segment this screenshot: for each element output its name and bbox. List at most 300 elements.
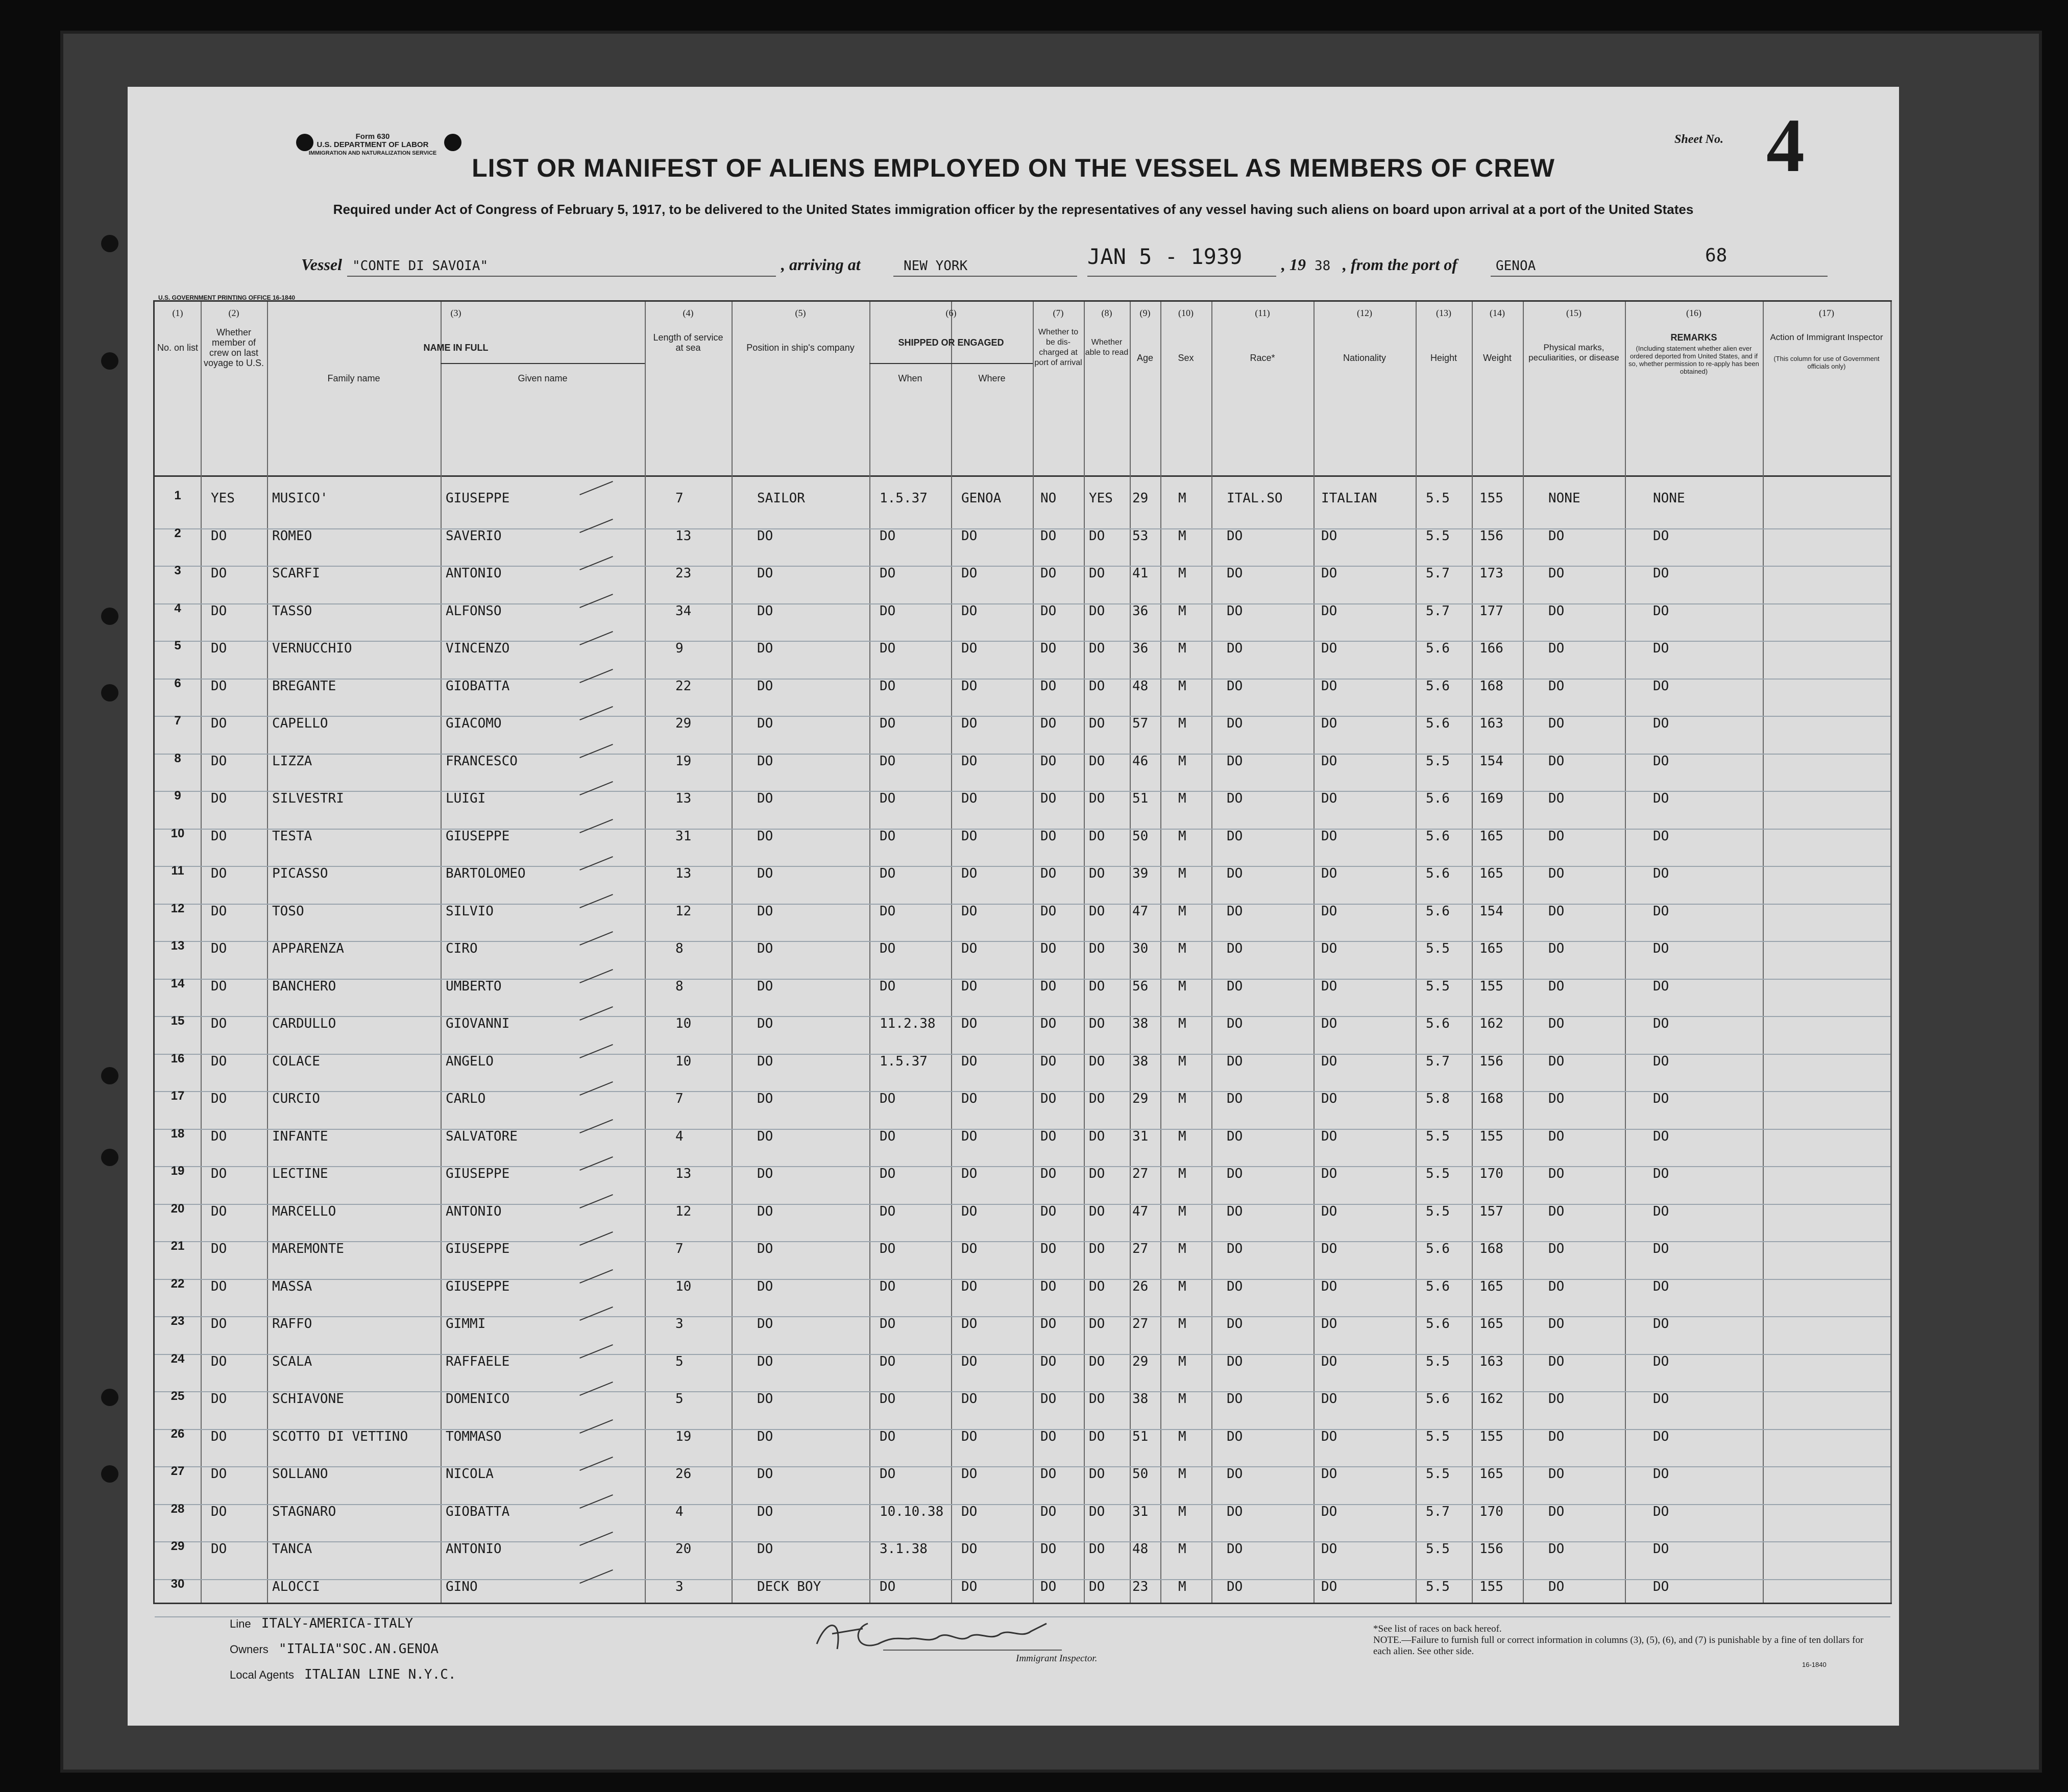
- cell-length: 8: [675, 941, 684, 956]
- cell-height: 5.6: [1426, 791, 1450, 806]
- cell-given-name: CARLO: [446, 1091, 486, 1106]
- cell-remarks: DO: [1653, 903, 1669, 919]
- row-number: 24: [171, 1351, 185, 1366]
- row-number: 26: [171, 1426, 185, 1441]
- cell-race: DO: [1227, 1091, 1243, 1106]
- cell-given-name: DOMENICO: [446, 1391, 510, 1407]
- cell-when: DO: [880, 566, 896, 581]
- cell-discharged: DO: [1040, 1091, 1057, 1106]
- cell-remarks: DO: [1653, 1203, 1669, 1219]
- cell-member: DO: [211, 1241, 227, 1256]
- cell-read: YES: [1089, 491, 1113, 506]
- cell-physical: DO: [1548, 1016, 1565, 1031]
- check-mark: [579, 1344, 613, 1358]
- check-mark: [579, 968, 613, 983]
- cell-remarks: DO: [1653, 528, 1669, 544]
- cell-weight: 170: [1479, 1504, 1503, 1519]
- cell-remarks: DO: [1653, 1053, 1669, 1069]
- cell-weight: 156: [1479, 1053, 1503, 1069]
- owners-value: "ITALIA"SOC.AN.GENOA: [278, 1641, 439, 1657]
- cell-age: 57: [1132, 716, 1149, 731]
- cell-member: DO: [211, 1128, 227, 1144]
- header-family: Family name: [327, 373, 380, 383]
- cell-remarks: DO: [1653, 1579, 1669, 1594]
- cell-member: DO: [211, 1391, 227, 1407]
- cell-race: DO: [1227, 1353, 1243, 1369]
- cell-weight: 165: [1479, 1278, 1503, 1294]
- cell-when: DO: [880, 1316, 896, 1331]
- cell-where: DO: [961, 1504, 978, 1519]
- cell-age: 56: [1132, 978, 1149, 994]
- cell-member: DO: [211, 641, 227, 656]
- cell-given-name: GIOVANNI: [446, 1016, 510, 1031]
- cell-sex: M: [1178, 1128, 1186, 1144]
- cell-length: 29: [675, 716, 692, 731]
- header-position: Position in ship's company: [746, 343, 855, 353]
- check-mark: [579, 1306, 613, 1321]
- cell-read: DO: [1089, 1091, 1105, 1106]
- cell-sex: M: [1178, 1466, 1186, 1482]
- check-mark: [579, 518, 613, 532]
- row-number: 4: [174, 601, 181, 615]
- cell-family-name: PICASSO: [272, 866, 328, 881]
- cell-length: 13: [675, 791, 692, 806]
- cell-family-name: BREGANTE: [272, 678, 336, 694]
- cell-length: 4: [675, 1128, 684, 1144]
- sheet-label: Sheet No.: [1674, 133, 1723, 146]
- cell-member: DO: [211, 1053, 227, 1069]
- cell-read: DO: [1089, 1241, 1105, 1256]
- cell-physical: DO: [1548, 1128, 1565, 1144]
- row-number: 16: [171, 1051, 185, 1065]
- cell-read: DO: [1089, 1541, 1105, 1557]
- cell-weight: 163: [1479, 716, 1503, 731]
- cell-race: DO: [1227, 1128, 1243, 1144]
- cell-position: DECK BOY: [757, 1579, 821, 1594]
- cell-length: 5: [675, 1391, 684, 1407]
- cell-given-name: GIUSEPPE: [446, 1241, 510, 1256]
- col-num: (16): [1686, 308, 1701, 318]
- page-title: LIST OR MANIFEST OF ALIENS EMPLOYED ON THE VESSEL AS MEMBERS OF CREW: [472, 154, 1555, 182]
- cell-length: 12: [675, 903, 692, 919]
- cell-sex: M: [1178, 566, 1186, 581]
- cell-family-name: CAPELLO: [272, 716, 328, 731]
- cell-physical: DO: [1548, 1428, 1565, 1444]
- cell-weight: 155: [1479, 491, 1503, 506]
- cell-physical: DO: [1548, 1166, 1565, 1181]
- cell-height: 5.7: [1426, 1504, 1450, 1519]
- row-number: 15: [171, 1014, 185, 1028]
- check-mark: [579, 1382, 613, 1396]
- cell-sex: M: [1178, 828, 1186, 844]
- cell-nationality: DO: [1321, 641, 1337, 656]
- row-number: 17: [171, 1089, 185, 1103]
- cell-read: DO: [1089, 828, 1105, 844]
- cell-height: 5.6: [1426, 1016, 1450, 1031]
- cell-sex: M: [1178, 491, 1186, 506]
- cell-where: DO: [961, 1091, 978, 1106]
- cell-member: DO: [211, 1016, 227, 1031]
- header-action: Action of Immigrant Inspector: [1770, 332, 1883, 342]
- check-mark: [579, 893, 613, 908]
- cell-race: DO: [1227, 678, 1243, 694]
- cell-age: 29: [1132, 491, 1149, 506]
- cell-family-name: CURCIO: [272, 1091, 320, 1106]
- cell-when: 1.5.37: [880, 491, 928, 506]
- cell-length: 13: [675, 866, 692, 881]
- cell-race: DO: [1227, 1428, 1243, 1444]
- cell-weight: 155: [1479, 978, 1503, 994]
- cell-race: DO: [1227, 978, 1243, 994]
- cell-discharged: DO: [1040, 1278, 1057, 1294]
- vessel-line: [301, 244, 1822, 281]
- cell-family-name: TASSO: [272, 603, 312, 619]
- cell-read: DO: [1089, 1128, 1105, 1144]
- row-number: 11: [171, 864, 184, 878]
- cell-sex: M: [1178, 1504, 1186, 1519]
- cell-remarks: DO: [1653, 1541, 1669, 1557]
- cell-given-name: GINO: [446, 1579, 478, 1594]
- cell-position: DO: [757, 1353, 773, 1369]
- cell-sex: M: [1178, 1579, 1186, 1594]
- cell-nationality: DO: [1321, 978, 1337, 994]
- cell-physical: DO: [1548, 1579, 1565, 1594]
- cell-where: DO: [961, 1353, 978, 1369]
- cell-physical: DO: [1548, 1203, 1565, 1219]
- cell-height: 5.6: [1426, 903, 1450, 919]
- cell-when: DO: [880, 978, 896, 994]
- cell-height: 5.6: [1426, 1278, 1450, 1294]
- cell-nationality: DO: [1321, 1504, 1337, 1519]
- cell-position: DO: [757, 528, 773, 544]
- header-remarks: REMARKS: [1670, 332, 1717, 343]
- cell-physical: DO: [1548, 903, 1565, 919]
- cell-race: DO: [1227, 1016, 1243, 1031]
- cell-family-name: MARCELLO: [272, 1203, 336, 1219]
- cell-physical: DO: [1548, 753, 1565, 769]
- cell-when: 10.10.38: [880, 1504, 944, 1519]
- cell-given-name: GIUSEPPE: [446, 491, 510, 506]
- cell-family-name: SILVESTRI: [272, 791, 344, 806]
- cell-age: 48: [1132, 1541, 1149, 1557]
- cell-weight: 155: [1479, 1579, 1503, 1594]
- check-mark: [579, 1081, 613, 1096]
- cell-read: DO: [1089, 1278, 1105, 1294]
- cell-race: DO: [1227, 566, 1243, 581]
- cell-when: DO: [880, 1466, 896, 1482]
- cell-age: 31: [1132, 1504, 1149, 1519]
- cell-age: 50: [1132, 828, 1149, 844]
- cell-physical: DO: [1548, 1053, 1565, 1069]
- cell-physical: DO: [1548, 1541, 1565, 1557]
- check-mark: [579, 668, 613, 683]
- cell-member: DO: [211, 1541, 227, 1557]
- header-discharged: Whether to be dis-charged at port of arrival: [1034, 328, 1082, 367]
- check-mark: [579, 1494, 613, 1508]
- cell-sex: M: [1178, 1166, 1186, 1181]
- cell-position: DO: [757, 1128, 773, 1144]
- row-number: 3: [174, 564, 181, 577]
- line-field: [230, 1616, 413, 1631]
- col-num: (6): [945, 308, 957, 318]
- cell-age: 47: [1132, 1203, 1149, 1219]
- cell-given-name: SILVIO: [446, 903, 494, 919]
- form-code: 16-1840: [1802, 1661, 1827, 1668]
- cell-member: YES: [211, 491, 235, 506]
- header-member: Whether member of crew on last voyage to U.S.: [203, 327, 264, 368]
- cell-length: 5: [675, 1353, 684, 1369]
- cell-nationality: DO: [1321, 603, 1337, 619]
- cell-age: 27: [1132, 1316, 1149, 1331]
- cell-age: 23: [1132, 1579, 1149, 1594]
- arriving-port: NEW YORK: [904, 258, 968, 274]
- header-length: Length of service at sea: [653, 332, 723, 353]
- cell-weight: 157: [1479, 1203, 1503, 1219]
- cell-length: 19: [675, 1428, 692, 1444]
- row-number: 12: [171, 901, 185, 915]
- header-shipped: SHIPPED OR ENGAGED: [898, 337, 1004, 348]
- cell-given-name: ANTONIO: [446, 566, 502, 581]
- cell-discharged: DO: [1040, 941, 1057, 956]
- cell-given-name: ANTONIO: [446, 1203, 502, 1219]
- cell-physical: DO: [1548, 978, 1565, 994]
- cell-family-name: STAGNARO: [272, 1504, 336, 1519]
- cell-sex: M: [1178, 1278, 1186, 1294]
- cell-physical: DO: [1548, 828, 1565, 844]
- cell-length: 3: [675, 1316, 684, 1331]
- cell-when: DO: [880, 1166, 896, 1181]
- page-subtitle: Required under Act of Congress of February 5, 1917, to be delivered to the United States immigration officer by the representatives of any vessel having such aliens on board upon arrival at a port of the United States: [333, 202, 1694, 217]
- cell-nationality: DO: [1321, 1316, 1337, 1331]
- cell-where: DO: [961, 1428, 978, 1444]
- cell-length: 7: [675, 1091, 684, 1106]
- owners-field: [230, 1641, 439, 1657]
- cell-height: 5.8: [1426, 1091, 1450, 1106]
- cell-read: DO: [1089, 903, 1105, 919]
- cell-where: DO: [961, 566, 978, 581]
- cell-position: DO: [757, 941, 773, 956]
- cell-sex: M: [1178, 941, 1186, 956]
- cell-weight: 169: [1479, 791, 1503, 806]
- cell-when: DO: [880, 753, 896, 769]
- cell-given-name: RAFFAELE: [446, 1353, 510, 1369]
- cell-family-name: TOSO: [272, 903, 304, 919]
- cell-remarks: DO: [1653, 753, 1669, 769]
- cell-member: DO: [211, 1091, 227, 1106]
- cell-where: DO: [961, 1128, 978, 1144]
- cell-read: DO: [1089, 641, 1105, 656]
- cell-given-name: TOMMASO: [446, 1428, 502, 1444]
- check-mark: [579, 1419, 613, 1433]
- check-mark: [579, 1156, 613, 1171]
- cell-sex: M: [1178, 603, 1186, 619]
- punch-hole: [101, 235, 118, 252]
- cell-length: 23: [675, 566, 692, 581]
- cell-family-name: SOLLANO: [272, 1466, 328, 1482]
- cell-read: DO: [1089, 566, 1105, 581]
- row-number: 20: [171, 1201, 185, 1216]
- cell-race: DO: [1227, 603, 1243, 619]
- row-number: 1: [174, 489, 181, 502]
- cell-age: 27: [1132, 1166, 1149, 1181]
- cell-sex: M: [1178, 978, 1186, 994]
- cell-height: 5.5: [1426, 1203, 1450, 1219]
- cell-when: DO: [880, 1353, 896, 1369]
- cell-discharged: DO: [1040, 1203, 1057, 1219]
- row-number: 19: [171, 1164, 185, 1178]
- col-num: (14): [1490, 308, 1505, 318]
- cell-nationality: DO: [1321, 1166, 1337, 1181]
- check-mark: [579, 1569, 613, 1583]
- cell-position: DO: [757, 603, 773, 619]
- cell-height: 5.5: [1426, 1466, 1450, 1482]
- row-number: 18: [171, 1126, 185, 1141]
- cell-length: 8: [675, 978, 684, 994]
- cell-family-name: VERNUCCHIO: [272, 641, 352, 656]
- cell-remarks: DO: [1653, 1278, 1669, 1294]
- cell-read: DO: [1089, 1053, 1105, 1069]
- cell-weight: 162: [1479, 1391, 1503, 1407]
- cell-discharged: DO: [1040, 603, 1057, 619]
- cell-family-name: SCHIAVONE: [272, 1391, 344, 1407]
- cell-nationality: DO: [1321, 716, 1337, 731]
- cell-race: DO: [1227, 716, 1243, 731]
- cell-when: DO: [880, 1391, 896, 1407]
- cell-given-name: NICOLA: [446, 1466, 494, 1482]
- cell-nationality: DO: [1321, 1541, 1337, 1557]
- cell-when: DO: [880, 1428, 896, 1444]
- vessel-label: Vessel: [301, 255, 342, 274]
- cell-sex: M: [1178, 791, 1186, 806]
- cell-when: DO: [880, 941, 896, 956]
- cell-remarks: NONE: [1653, 491, 1685, 506]
- cell-remarks: DO: [1653, 866, 1669, 881]
- cell-length: 10: [675, 1016, 692, 1031]
- cell-race: DO: [1227, 753, 1243, 769]
- cell-position: DO: [757, 753, 773, 769]
- cell-given-name: SALVATORE: [446, 1128, 518, 1144]
- cell-physical: DO: [1548, 1091, 1565, 1106]
- cell-when: DO: [880, 1241, 896, 1256]
- cell-read: DO: [1089, 716, 1105, 731]
- header-given: Given name: [518, 373, 568, 383]
- cell-nationality: DO: [1321, 941, 1337, 956]
- cell-age: 50: [1132, 1466, 1149, 1482]
- cell-remarks: DO: [1653, 1316, 1669, 1331]
- cell-discharged: DO: [1040, 1166, 1057, 1181]
- check-mark: [579, 856, 613, 870]
- cell-race: DO: [1227, 866, 1243, 881]
- cell-sex: M: [1178, 866, 1186, 881]
- cell-race: DO: [1227, 828, 1243, 844]
- cell-length: 7: [675, 1241, 684, 1256]
- cell-height: 5.7: [1426, 1053, 1450, 1069]
- cell-position: DO: [757, 566, 773, 581]
- col-num: (8): [1101, 308, 1112, 318]
- cell-given-name: GIACOMO: [446, 716, 502, 731]
- cell-family-name: MUSICO': [272, 491, 328, 506]
- footnote: [1373, 1624, 1874, 1657]
- check-mark: [579, 1532, 613, 1546]
- cell-remarks: DO: [1653, 1091, 1669, 1106]
- cell-where: DO: [961, 1466, 978, 1482]
- cell-sex: M: [1178, 1428, 1186, 1444]
- cell-where: DO: [961, 1278, 978, 1294]
- cell-weight: 155: [1479, 1128, 1503, 1144]
- cell-family-name: SCALA: [272, 1353, 312, 1369]
- footnote-penalty: NOTE.—Failure to furnish full or correct information in columns (3), (5), (6), and (7) is punishable by a fine of ten dollars for each alien. See other side.: [1373, 1635, 1864, 1657]
- cell-sex: M: [1178, 903, 1186, 919]
- cell-family-name: ROMEO: [272, 528, 312, 544]
- col-num: (3): [450, 308, 461, 318]
- cell-family-name: RAFFO: [272, 1316, 312, 1331]
- cell-weight: 168: [1479, 678, 1503, 694]
- cell-remarks: DO: [1653, 1128, 1669, 1144]
- cell-when: DO: [880, 603, 896, 619]
- cell-position: DO: [757, 866, 773, 881]
- cell-physical: DO: [1548, 1466, 1565, 1482]
- cell-height: 5.6: [1426, 828, 1450, 844]
- cell-read: DO: [1089, 1353, 1105, 1369]
- header-weight: Weight: [1483, 353, 1512, 363]
- cell-read: DO: [1089, 978, 1105, 994]
- cell-position: DO: [757, 1391, 773, 1407]
- cell-member: DO: [211, 1466, 227, 1482]
- row-number: 29: [171, 1539, 185, 1553]
- col-num: (4): [683, 308, 694, 318]
- cell-family-name: TESTA: [272, 828, 312, 844]
- cell-discharged: DO: [1040, 1128, 1057, 1144]
- header-nationality: Nationality: [1343, 353, 1386, 363]
- cell-member: DO: [211, 791, 227, 806]
- cell-where: DO: [961, 528, 978, 544]
- cell-when: DO: [880, 903, 896, 919]
- cell-position: SAILOR: [757, 491, 805, 506]
- cell-length: 3: [675, 1579, 684, 1594]
- cell-age: 36: [1132, 603, 1149, 619]
- cell-when: DO: [880, 641, 896, 656]
- date-stamp: JAN 5 - 1939: [1087, 244, 1243, 269]
- cell-where: DO: [961, 941, 978, 956]
- cell-weight: 173: [1479, 566, 1503, 581]
- cell-position: DO: [757, 1241, 773, 1256]
- punch-hole: [101, 1465, 118, 1483]
- cell-position: DO: [757, 1504, 773, 1519]
- cell-when: DO: [880, 1579, 896, 1594]
- cell-family-name: LECTINE: [272, 1166, 328, 1181]
- cell-discharged: DO: [1040, 903, 1057, 919]
- cell-position: DO: [757, 828, 773, 844]
- cell-remarks: DO: [1653, 1353, 1669, 1369]
- manifest-sheet: [128, 87, 1899, 1726]
- cell-age: 36: [1132, 641, 1149, 656]
- cell-age: 39: [1132, 866, 1149, 881]
- cell-discharged: DO: [1040, 1353, 1057, 1369]
- cell-age: 41: [1132, 566, 1149, 581]
- cell-given-name: GIOBATTA: [446, 1504, 510, 1519]
- cell-nationality: DO: [1321, 528, 1337, 544]
- cell-when: DO: [880, 866, 896, 881]
- cell-weight: 166: [1479, 641, 1503, 656]
- cell-where: DO: [961, 1541, 978, 1557]
- cell-remarks: DO: [1653, 716, 1669, 731]
- cell-where: DO: [961, 678, 978, 694]
- cell-age: 47: [1132, 903, 1149, 919]
- cell-position: DO: [757, 1428, 773, 1444]
- cell-where: DO: [961, 1391, 978, 1407]
- cell-age: 38: [1132, 1016, 1149, 1031]
- cell-where: DO: [961, 978, 978, 994]
